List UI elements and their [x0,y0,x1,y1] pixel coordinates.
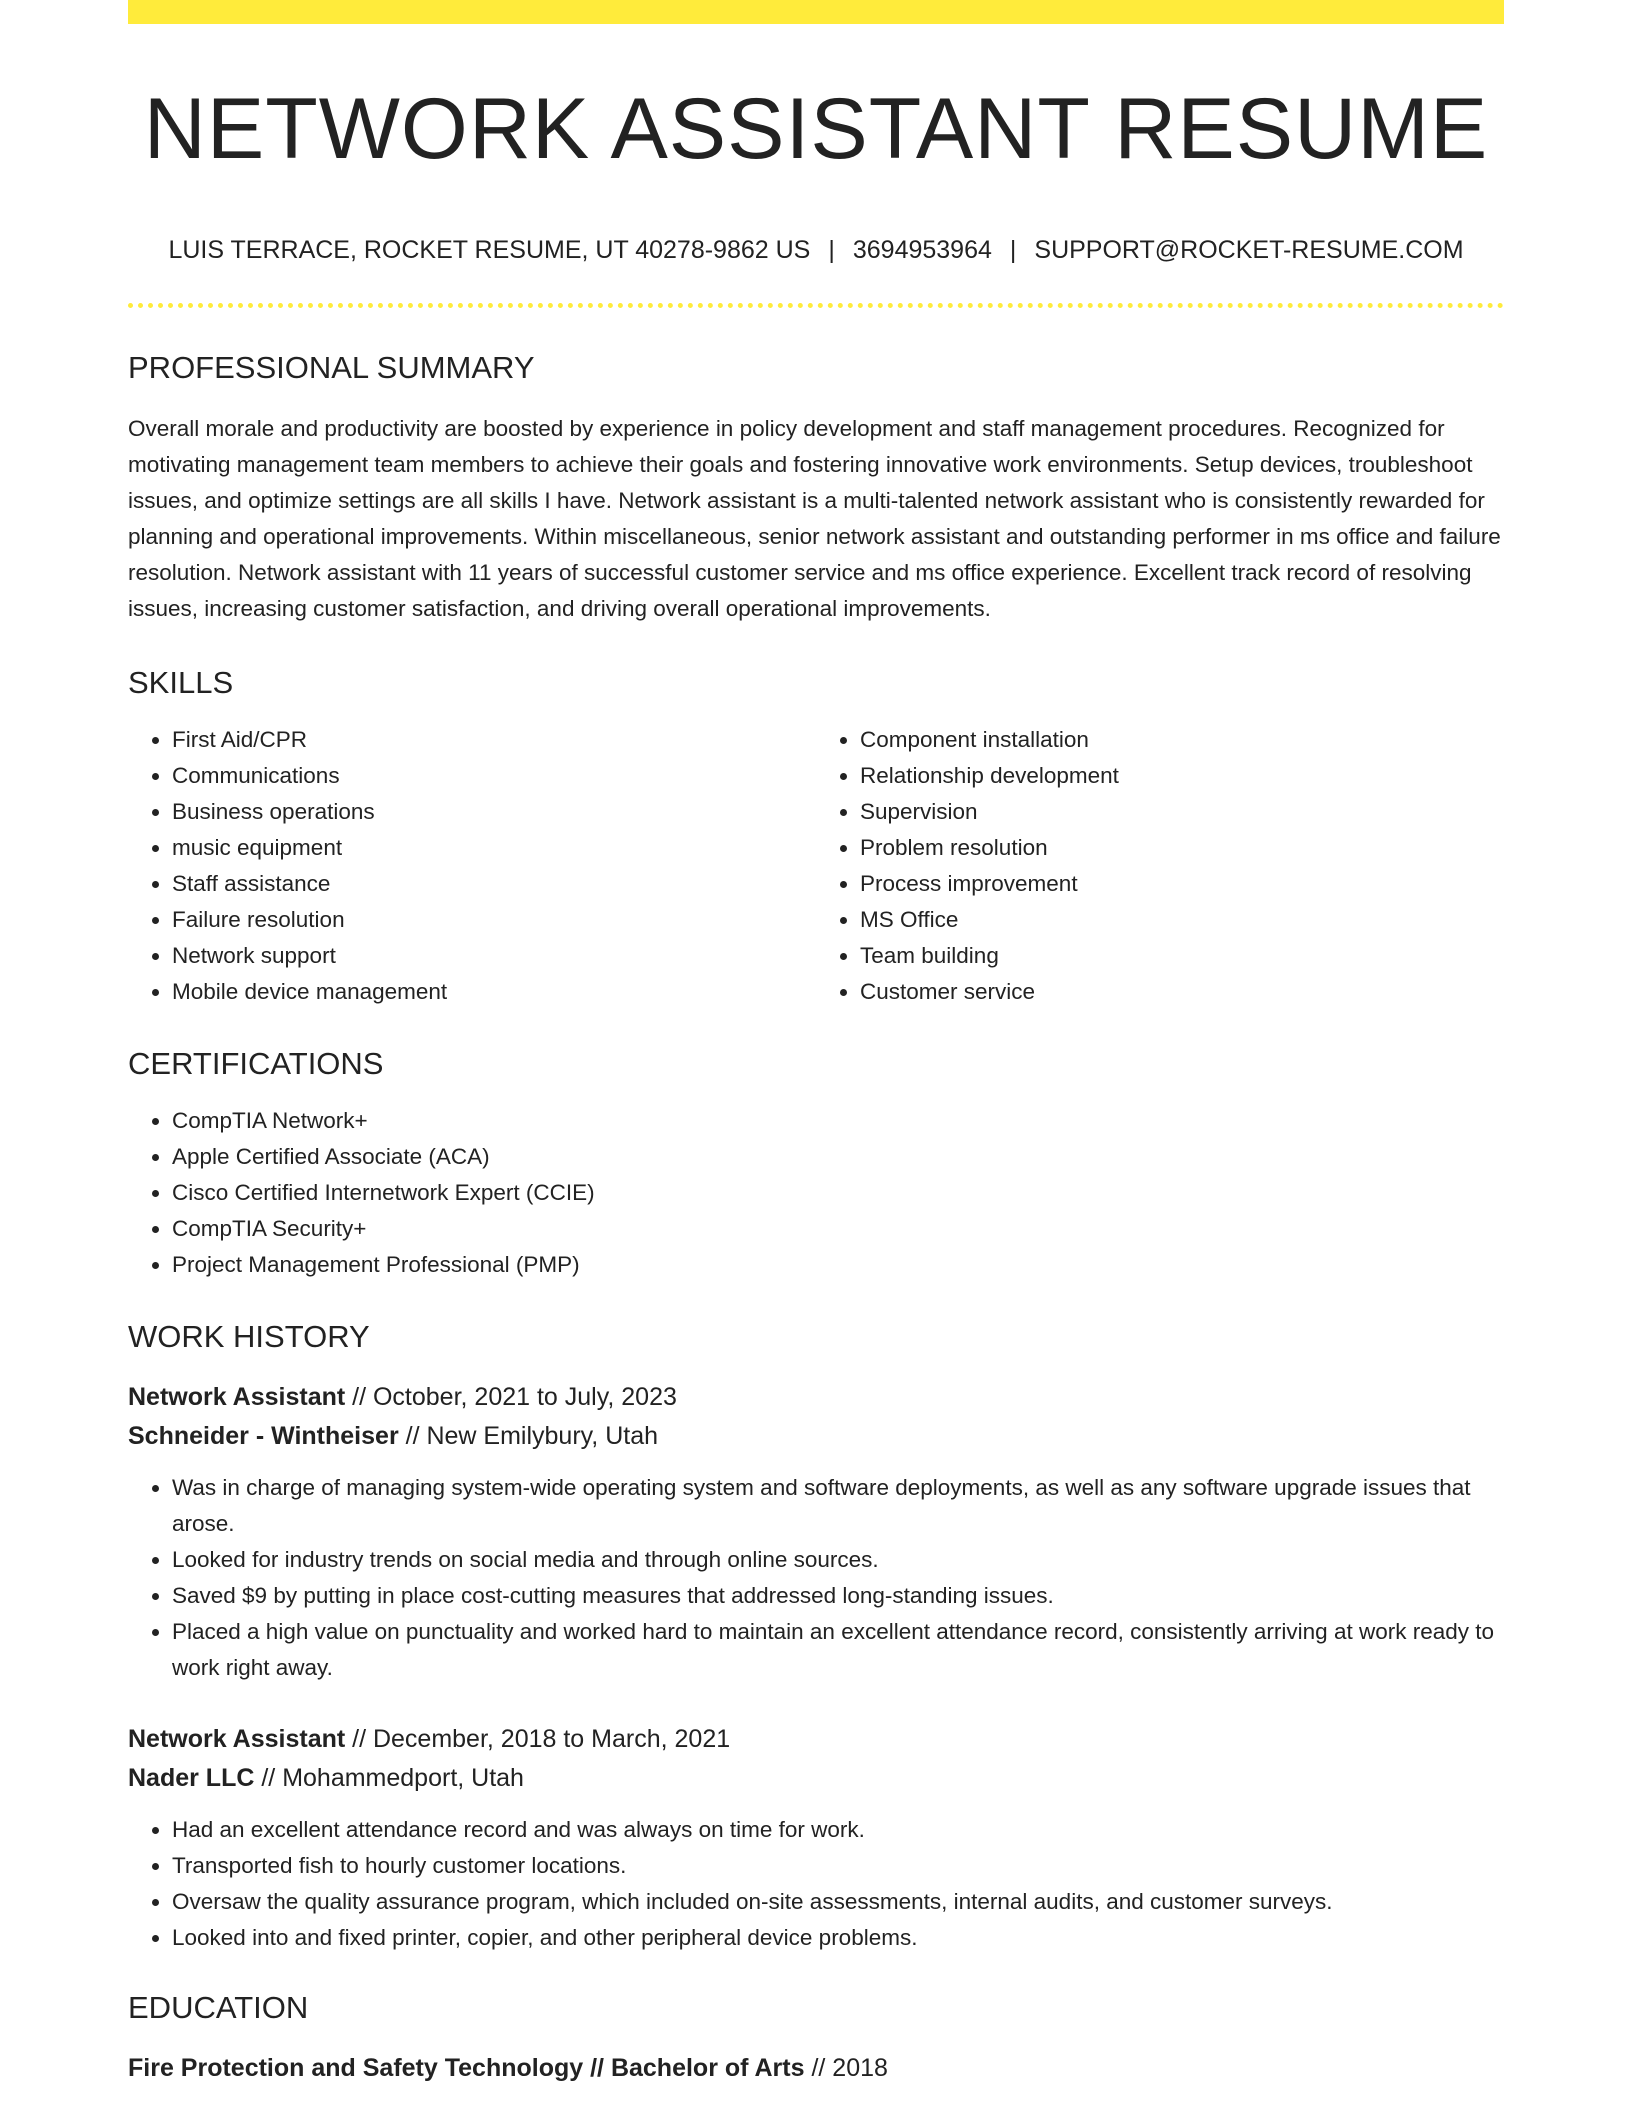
skill-item: • music equipment [172,830,816,866]
certification-item: • Project Management Professional (PMP) [172,1247,1504,1283]
contact-line [128,238,1504,263]
job-location: // New Emilybury, Utah [398,1422,658,1450]
job-bullet: • Saved $9 by putting in place cost-cutting measures that addressed long-standing issues. [172,1578,1504,1614]
skill-item: • Customer service [860,974,1504,1010]
job-entry [128,1378,1504,1686]
section-heading: CERTIFICATIONS [128,1046,384,1081]
work-history-section [128,1321,1504,1956]
certification-item: • CompTIA Security+ [172,1211,1504,1247]
skill-item: • Supervision [860,794,1504,830]
job-bullet: • Transported fish to hourly customer locations. [172,1848,1504,1884]
skill-item: • Failure resolution [172,902,816,938]
summary-text: Overall morale and productivity are boosted by experience in policy development and staff management procedures. Recognized for motivating management team members to achieve their goals and fostering innovative work environments. Setup devices, troubleshoot issues, and optimize settings are all skills I have. Network assistant is a multi-talented network assistant who is consistently rewarded for planning and operational improvements. Within miscellaneous, senior network assistant and outstanding performer in ms office and failure resolution. Network assistant with 11 years of successful customer service and ms office experience. Excellent track record of resolving issues, increasing customer satisfaction, and driving overall operational improvements. [128,416,1501,621]
certifications-section [128,1048,1504,1283]
contact-address: LUIS TERRACE, ROCKET RESUME, UT 40278-9862 US [168,236,811,264]
resume-title: NETWORK ASSISTANT RESUME [143,81,1489,177]
section-heading: PROFESSIONAL SUMMARY [128,350,535,385]
skill-item: • Network support [172,938,816,974]
skill-item: • MS Office [860,902,1504,938]
section-heading: WORK HISTORY [128,1319,370,1354]
skills-section [128,667,1504,1010]
contact-separator: | [828,236,835,264]
skill-item: • First Aid/CPR [172,722,816,758]
job-company: Schneider - Wintheiser [128,1422,399,1450]
job-bullet: • Looked into and fixed printer, copier, and other peripheral device problems. [172,1920,1504,1956]
contact-email: SUPPORT@ROCKET-RESUME.COM [1034,236,1464,264]
job-dates: // December, 2018 to March, 2021 [345,1725,731,1753]
job-dates: // October, 2021 to July, 2023 [345,1383,677,1411]
job-company-line [128,1759,1504,1798]
skill-item: • Staff assistance [172,866,816,902]
job-company-line [128,1417,1504,1456]
skill-item: • Communications [172,758,816,794]
job-bullets [128,1812,1504,1956]
job-bullet: • Placed a high value on punctuality and worked hard to maintain an excellent attendance record, consistently arriving at work ready to work right away. [172,1614,1504,1686]
education-section [128,1992,1504,2088]
skill-item: • Team building [860,938,1504,974]
accent-bar [128,0,1504,24]
job-title-line [128,1720,1504,1759]
certification-item: • Apple Certified Associate (ACA) [172,1139,1504,1175]
job-bullets [128,1470,1504,1686]
certifications-list [128,1103,1504,1283]
job-company: Nader LLC [128,1764,255,1792]
contact-phone: 3694953964 [852,236,992,264]
skills-columns [128,722,1504,1010]
skill-item: • Process improvement [860,866,1504,902]
section-heading: SKILLS [128,665,234,700]
job-entry [128,1720,1504,1956]
job-title-line [128,1378,1504,1417]
skills-list-left [128,722,816,1010]
job-bullet: • Was in charge of managing system-wide operating system and software deployments, as well as any software upgrade issues that arose. [172,1470,1504,1542]
summary-section [128,352,1504,627]
skill-item: • Component installation [860,722,1504,758]
job-title: Network Assistant [128,1725,346,1753]
contact-separator: | [1009,236,1017,264]
resume-page [128,0,1504,2088]
job-bullet: • Had an excellent attendance record and was always on time for work. [172,1812,1504,1848]
job-title: Network Assistant [128,1383,346,1411]
job-location: // Mohammedport, Utah [254,1764,524,1792]
skill-item: • Problem resolution [860,830,1504,866]
education-line [128,2049,1504,2088]
skills-list-right [816,722,1504,1010]
skill-item: • Mobile device management [172,974,816,1010]
education-year: // 2018 [804,2054,888,2082]
dotted-divider [128,303,1504,308]
skill-item: • Business operations [172,794,816,830]
job-bullet: • Oversaw the quality assurance program, which included on-site assessments, internal audits, and customer surveys. [172,1884,1504,1920]
certification-item: • Cisco Certified Internetwork Expert (CCIE) [172,1175,1504,1211]
education-degree: Fire Protection and Safety Technology // Bachelor of Arts [128,2054,805,2082]
job-bullet: • Looked for industry trends on social media and through online sources. [172,1542,1504,1578]
skill-item: • Relationship development [860,758,1504,794]
section-heading: EDUCATION [128,1990,309,2025]
certification-item: • CompTIA Network+ [172,1103,1504,1139]
